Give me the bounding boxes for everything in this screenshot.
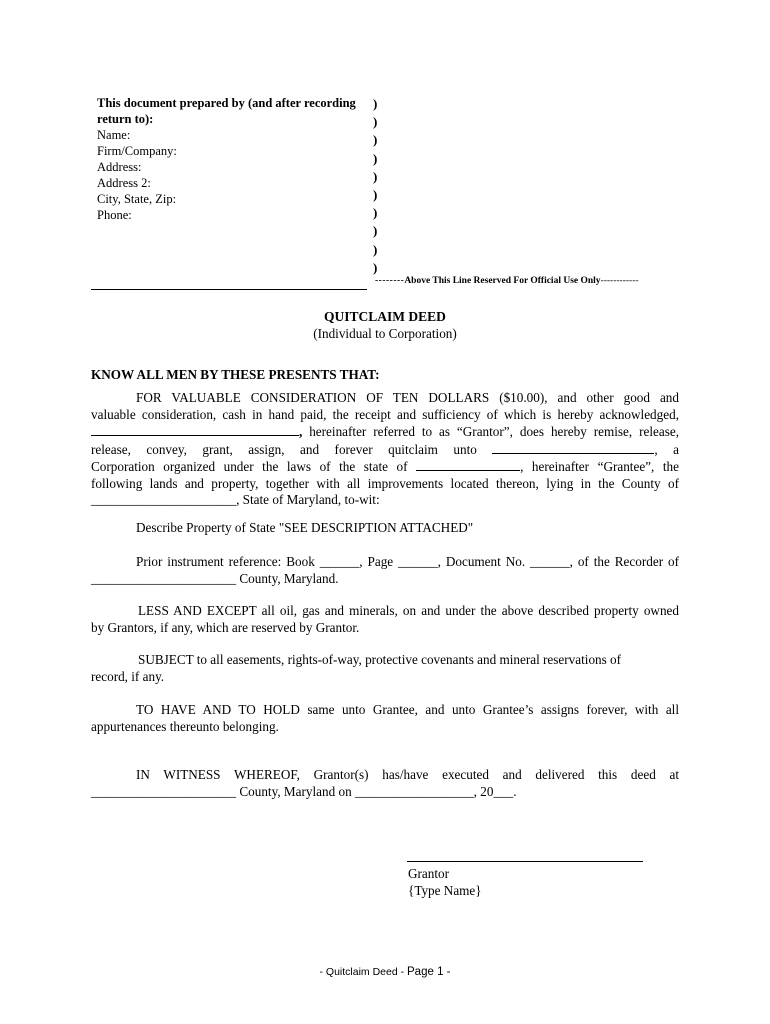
less-and-except-paragraph: LESS AND EXCEPT all oil, gas and minerals, on and under the above described property owned by Grantors, if any, which are reserved by Grantor.	[91, 603, 679, 635]
paren: )	[373, 241, 378, 257]
state-of-incorporation-blank[interactable]	[416, 458, 520, 471]
official-use-notice: --------Above This Line Reserved For Official Use Only------------	[375, 276, 639, 286]
grantor-name-placeholder: {Type Name}	[408, 883, 482, 898]
paren: )	[373, 132, 378, 148]
document-title: QUITCLAIM DEED	[324, 309, 446, 324]
paren: )	[373, 205, 378, 221]
grantor-role-label: Grantor	[408, 866, 450, 881]
paren: )	[373, 186, 378, 202]
paren: )	[373, 96, 378, 111]
habendum-paragraph: TO HAVE AND TO HOLD same unto Grantee, and unto Grantee’s assigns forever, with all appurtenances thereunto belonging.	[91, 702, 679, 734]
subject-to-paragraph: SUBJECT to all easements, rights-of-way, protective covenants and mineral reservations of record, if any.	[91, 652, 622, 684]
paren: )	[373, 168, 378, 184]
page-number: Page 1 -	[407, 966, 451, 978]
paren: )	[373, 259, 378, 275]
parenthesis-column	[373, 95, 383, 277]
prepared-by-label: This document prepared by (and after recording	[97, 96, 356, 110]
name-field-label: Name:	[97, 128, 131, 142]
recording-divider-line	[91, 289, 367, 290]
page-footer: - Quitclaim Deed - Page 1 -	[319, 966, 451, 978]
address-field-label: Address:	[97, 160, 142, 174]
signature-block	[408, 865, 482, 899]
document-subtitle: (Individual to Corporation)	[313, 326, 457, 341]
know-all-heading: KNOW ALL MEN BY THESE PRESENTS THAT:	[91, 367, 380, 382]
witness-paragraph: IN WITNESS WHEREOF, Grantor(s) has/have executed and delivered this deed at ______________________ County, Maryland on __________________, 20___.	[91, 767, 679, 799]
paren: )	[373, 223, 378, 239]
paren: )	[373, 114, 378, 130]
prior-instrument-paragraph: Prior instrument reference: Book ______, Page ______, Document No. ______, of the Recorder of ______________________ County, Maryland.	[91, 554, 679, 586]
firm-field-label: Firm/Company:	[97, 144, 177, 158]
grantor-name-blank[interactable]	[91, 423, 299, 436]
grantor-signature-line[interactable]	[407, 861, 643, 862]
phone-field-label: Phone:	[97, 208, 132, 222]
paren: )	[373, 150, 378, 166]
property-description: Describe Property of State "SEE DESCRIPTION ATTACHED"	[136, 520, 474, 535]
consideration-paragraph: FOR VALUABLE CONSIDERATION OF TEN DOLLARS ($10.00), and other good and valuable consideration, cash in hand paid, the receipt and sufficiency of which is hereby acknowledged, , hereinafter referred to as “Grantor”, does hereby remise, release, release, convey, grant, assign, and forever quitclaim unto , a Corporation organized under the laws of the state of , hereinafter “Grantee”, the following lands and property, together with all improvements located thereon, lying in the County of ______________________, State of Maryland, to-wit:	[91, 390, 680, 507]
prepared-by-label-cont: return to):	[97, 112, 154, 126]
city-state-zip-field-label: City, State, Zip:	[97, 192, 177, 206]
grantee-name-blank[interactable]	[492, 441, 654, 454]
address2-field-label: Address 2:	[97, 176, 151, 190]
